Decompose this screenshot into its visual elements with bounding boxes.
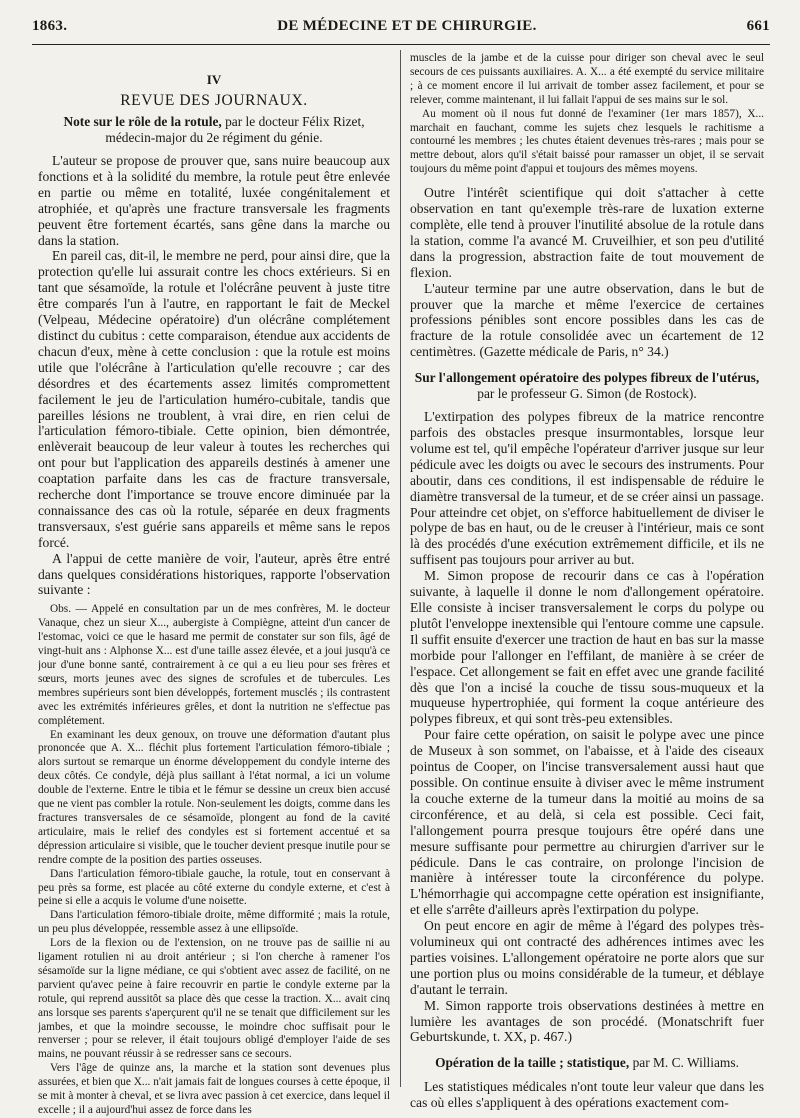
article-author: par le docteur Félix Rizet, [225, 114, 365, 129]
article-title-bold: Sur l'allongement opératoire des polypes fibreux de l'utérus, [414, 370, 760, 386]
paragraph: En pareil cas, dit-il, le membre ne perd, pour ainsi dire, que la protection qu'elle lui assurait contre les chocs extérieurs. Si en tant que sésamoïde, la rotule et l'olécrâne peuvent à juste titre être comparés l'un à l'autre, en rapportant le fait de Meckel (Velpeau, Médecine opératoire) d'un olécrâne complétement distinct du cubitus : cette comparaison, étendue aux accidents de chacun d'eux, mène à cette conclusion : que la rotule est moins utile que l'olécrâne à l'articulation qu'elle recouvre ; car des désordres et des écartements assez limités compromettent facilement le jeu de l'articulation huméro-cubitale, tandis que pareilles lésions ne troublent, à vrai dire, en rien celui de l'articulation fémoro-tibiale. Cette opinion, bien démontrée, enlèverait beaucoup de leur valeur à toutes les recherches qui ont pour but l'application des appareils destinés à amener une coaptation parfaite dans les cas de fracture transversale, recherche dont l'importance se trouve encore diminuée par la connaissance des cas où la rotule, séparée en deux fragments transversaux, s'est guérie sans appareils et même sans le repos forcé. [38, 248, 390, 550]
paragraph: Pour faire cette opération, on saisit le polype avec une pince de Museux à son sommet, on l'abaisse, et à l'aide des ciseaux pointus de Cooper, on l'incise transversalement aussi haut que possible. On continue ensuite à diviser avec le même instrument la couche externe de la tumeur dans la moitié au moins de sa circonférence, et au delà, si cela est possible. Ceci fait, l'allongement pourra presque toujours être opéré dans une mesure suffisante pour permettre au chirurgien d'arriver sur le pédicule. Dans le cas contraire, on prolonge l'incision de manière à intéresser toute la circonférence du polype. L'hémorrhagie qui accompagne cette opération est insignifiante, et elle s'arrête d'ailleurs après l'extirpation du polype. [410, 727, 764, 918]
article-title-bold: Note sur le rôle de la rotule, [63, 114, 222, 129]
running-header [32, 18, 770, 40]
header-year: 1863. [32, 18, 68, 34]
paragraph: L'auteur termine par une autre observation, dans le but de prouver que la marche et même l'exercice de certaines professions pénibles sont encore possibles dans les cas de fracture de la rotule consolidée avec un écartement de 12 centimètres. (Gazette médicale de Paris, n° 34.) [410, 280, 764, 360]
article-author: par M. C. Williams. [632, 1055, 739, 1071]
article-title-bold: Opération de la taille ; statistique, [435, 1055, 630, 1071]
paragraph: L'extirpation des polypes fibreux de la matrice rencontre parfois des obstacles presque insurmontables, lorsque leur volume est tel, qu'il empêche l'opérateur d'arriver jusque sur leur pédicule avec les doigts ou avec le secours des instruments. Pour aboutir, dans ces conditions, il est indispensable de réduire le diamètre transversal de la tumeur, et de se créer ainsi un passage. Pour atteindre cet objet, on s'efforce habituellement de diviser le polype de bas en haut, ou de le creuser à l'intérieur, mais ce sont là des procédés d'une exécution extrêmement difficile, et ils ne suffisent pas toujours pour arriver au but. [410, 409, 764, 568]
paragraph: A l'appui de cette manière de voir, l'auteur, après être entré dans quelques considérations historiques, rapporte l'observation suivante : [38, 550, 390, 598]
observation-paragraph: Dans l'articulation fémoro-tibiale droite, même difformité ; mais la rotule, un peu plus développée, ressemble assez à une ellipsoïde. [38, 909, 390, 936]
observation-paragraph: Lors de la flexion ou de l'extension, on ne trouve pas de saillie ni au ligament rotulien ni au droit antérieur ; si l'on cherche à ramener l'os sésamoïde sur la ligne médiane, ce qui s'obtient avec assez de facilité, on ne parvient qu'avec peine à faire recouvrir en partie le condyle externe par la rotule, qui reprend aussitôt sa place dès que cesse la traction. X... avait cinq ans lorsque ses parents s'aperçurent qu'il ne se tenait que difficilement sur les jambes, et que la moindre secousse, le moindre choc suffisait pour le renverser ; pour se relever, il était toujours obligé d'employer l'aide de ses mains, ne pouvant réussir à se redresser sans ce secours. [38, 937, 390, 1061]
section-number: IV [206, 72, 222, 87]
article-title [38, 114, 390, 145]
observation-paragraph: Au moment où il nous fut donné de l'examiner (1er mars 1857), X... marchait en fauchant, comme les sujets chez lesquels le rachitisme a contourné les membres ; les chutes étaient devenues très-rares ; mais pour se mettre debout, alors qu'il s'était baissé pour ramasser un objet, il se servait toujours du même point d'appui et toujours des mêmes moyens. [410, 107, 764, 176]
paragraph: M. Simon rapporte trois observations destinées à mettre en lumière les avantages de son procédé. (Monatschrift fuer Geburtskunde, t. XX, p. 467.) [410, 997, 764, 1045]
article-title [410, 1055, 764, 1071]
article-author: par le professeur G. Simon (de Rostock). [477, 385, 697, 401]
article-title [410, 370, 764, 401]
paragraph: Les statistiques médicales n'ont toute leur valeur que dans les cas où elles s'appliquent à des opérations exactement com- [410, 1078, 764, 1110]
paragraph: M. Simon propose de recourir dans ce cas à l'opération suivante, à laquelle il donne le nom d'allongement opératoire. Elle consiste à inciser transversalement le corps du polype ou plutôt l'enveloppe inextensible qui l'entoure comme une capsule. Il suffit ensuite d'exercer une traction de haut en bas sur la masse morbide pour l'allonger en l'effilant, de manière à se créer de l'espace. Cet allongement se fait en effet avec une grande facilité dès que l'on a incisé la couche de tissu sous-muqueux et la muqueuse hypertrophiée, qui forment la coque antérieure des polypes fibreux, et qui sont très-peu extensibles. [410, 568, 764, 727]
observation-paragraph: muscles de la jambe et de la cuisse pour diriger son cheval avec le seul secours de ces puissants auxiliaires. A. X... a été exempté du service militaire ; à ce moment encore il lui arrivait de tomber assez facilement, et pour se relever, comme maintenant, il lui fallait l'appui de ses mains sur le sol. [410, 52, 764, 106]
observation-paragraph: En examinant les deux genoux, on trouve une déformation d'autant plus prononcée que A. X... fléchit plus fortement l'articulation fémoro-tibiale ; alors surtout se remarque un énorme développement du condyle interne des deux côtés. Ce condyle, déjà plus saillant à l'état normal, a ici un volume double de l'externe. Entre le tibia et le fémur se dessine un creux bien accusé que ne vient pas combler la rotule. Non-seulement les doigts, comme dans les fractures transversales de ce sésamoïde, plongent au fond de la cavité articulaire, mais le relief des condyles est si fortement accentué et sa dépression articulaire si visible, que le toucher devient presque inutile pour se rendre compte de la position des parties osseuses. [38, 728, 390, 866]
left-column [38, 52, 390, 1118]
column-divider [400, 50, 401, 1087]
observation-paragraph: Obs. — Appelé en consultation par un de mes confrères, M. le docteur Vanaque, chez un sieur X..., aubergiste à Compiègne, atteint d'un cancer de l'estomac, voici ce que le hasard me permit de constater sur son fils, âgé de vingt-huit ans : Alphonse X... est d'une taille assez élevée, et a joui jusqu'à ce jour d'une bonne santé, contrairement à ce qui a eu lieu pour ses frères et sœurs, morts jeunes avec des signes de scrofules et de tubercules. Les membres supérieurs sont bien développés, fortement musclés ; ils contrastent avec les extrémités inférieures grêles, et dont la nutrition ne s'effectue pas complétement. [38, 603, 390, 727]
observation-paragraph: Vers l'âge de quinze ans, la marche et la station sont devenues plus assurées, et bien que X... n'ait jamais fait de longues courses à cette époque, il se mit à monter à cheval, et se livra avec passion à cet exercice, dans lequel il excelle ; il a aujourd'hui assez de force dans les [38, 1062, 390, 1116]
paragraph: On peut encore en agir de même à l'égard des polypes très-volumineux qui ont contracté des adhérences intimes avec les parties voisines. L'allongement opératoire ne porte alors que sur une portion plus ou moins considérable de la tumeur, et déblaye d'autant le terrain. [410, 918, 764, 997]
section-title: REVUE DES JOURNAUX. [120, 92, 308, 109]
paragraph: L'auteur se propose de prouver que, sans nuire beaucoup aux fonctions et à la solidité du membre, la rotule peut être enlevée en partie ou même en totalité, luxée congénitalement et atrophiée, et qu'après une fracture transversale les fragments peuvent être fortement écartés, sans gêne dans la marche ou dans la station. [38, 153, 390, 248]
article-author-line2: médecin-major du 2e régiment du génie. [105, 129, 323, 145]
paragraph: Outre l'intérêt scientifique qui doit s'attacher à cette observation en tant qu'exemple très-rare de luxation externe complète, elle tend à prouver l'inutilité absolue de la rotule dans la station, comme l'a avancé M. Cruveilhier, et son peu d'utilité dans la progression, abstraction faite de tout mouvement de flexion. [410, 185, 764, 280]
right-column [410, 52, 764, 1111]
observation-paragraph: Dans l'articulation fémoro-tibiale gauche, la rotule, tout en conservant à peu près sa forme, est placée au côté externe du condyle externe, et c'est à peine si elle a acquis le volume d'une noisette. [38, 867, 390, 908]
header-rule [32, 44, 770, 45]
header-title: DE MÉDECINE ET DE CHIRURGIE. [277, 18, 537, 34]
page-number: 661 [746, 18, 770, 34]
